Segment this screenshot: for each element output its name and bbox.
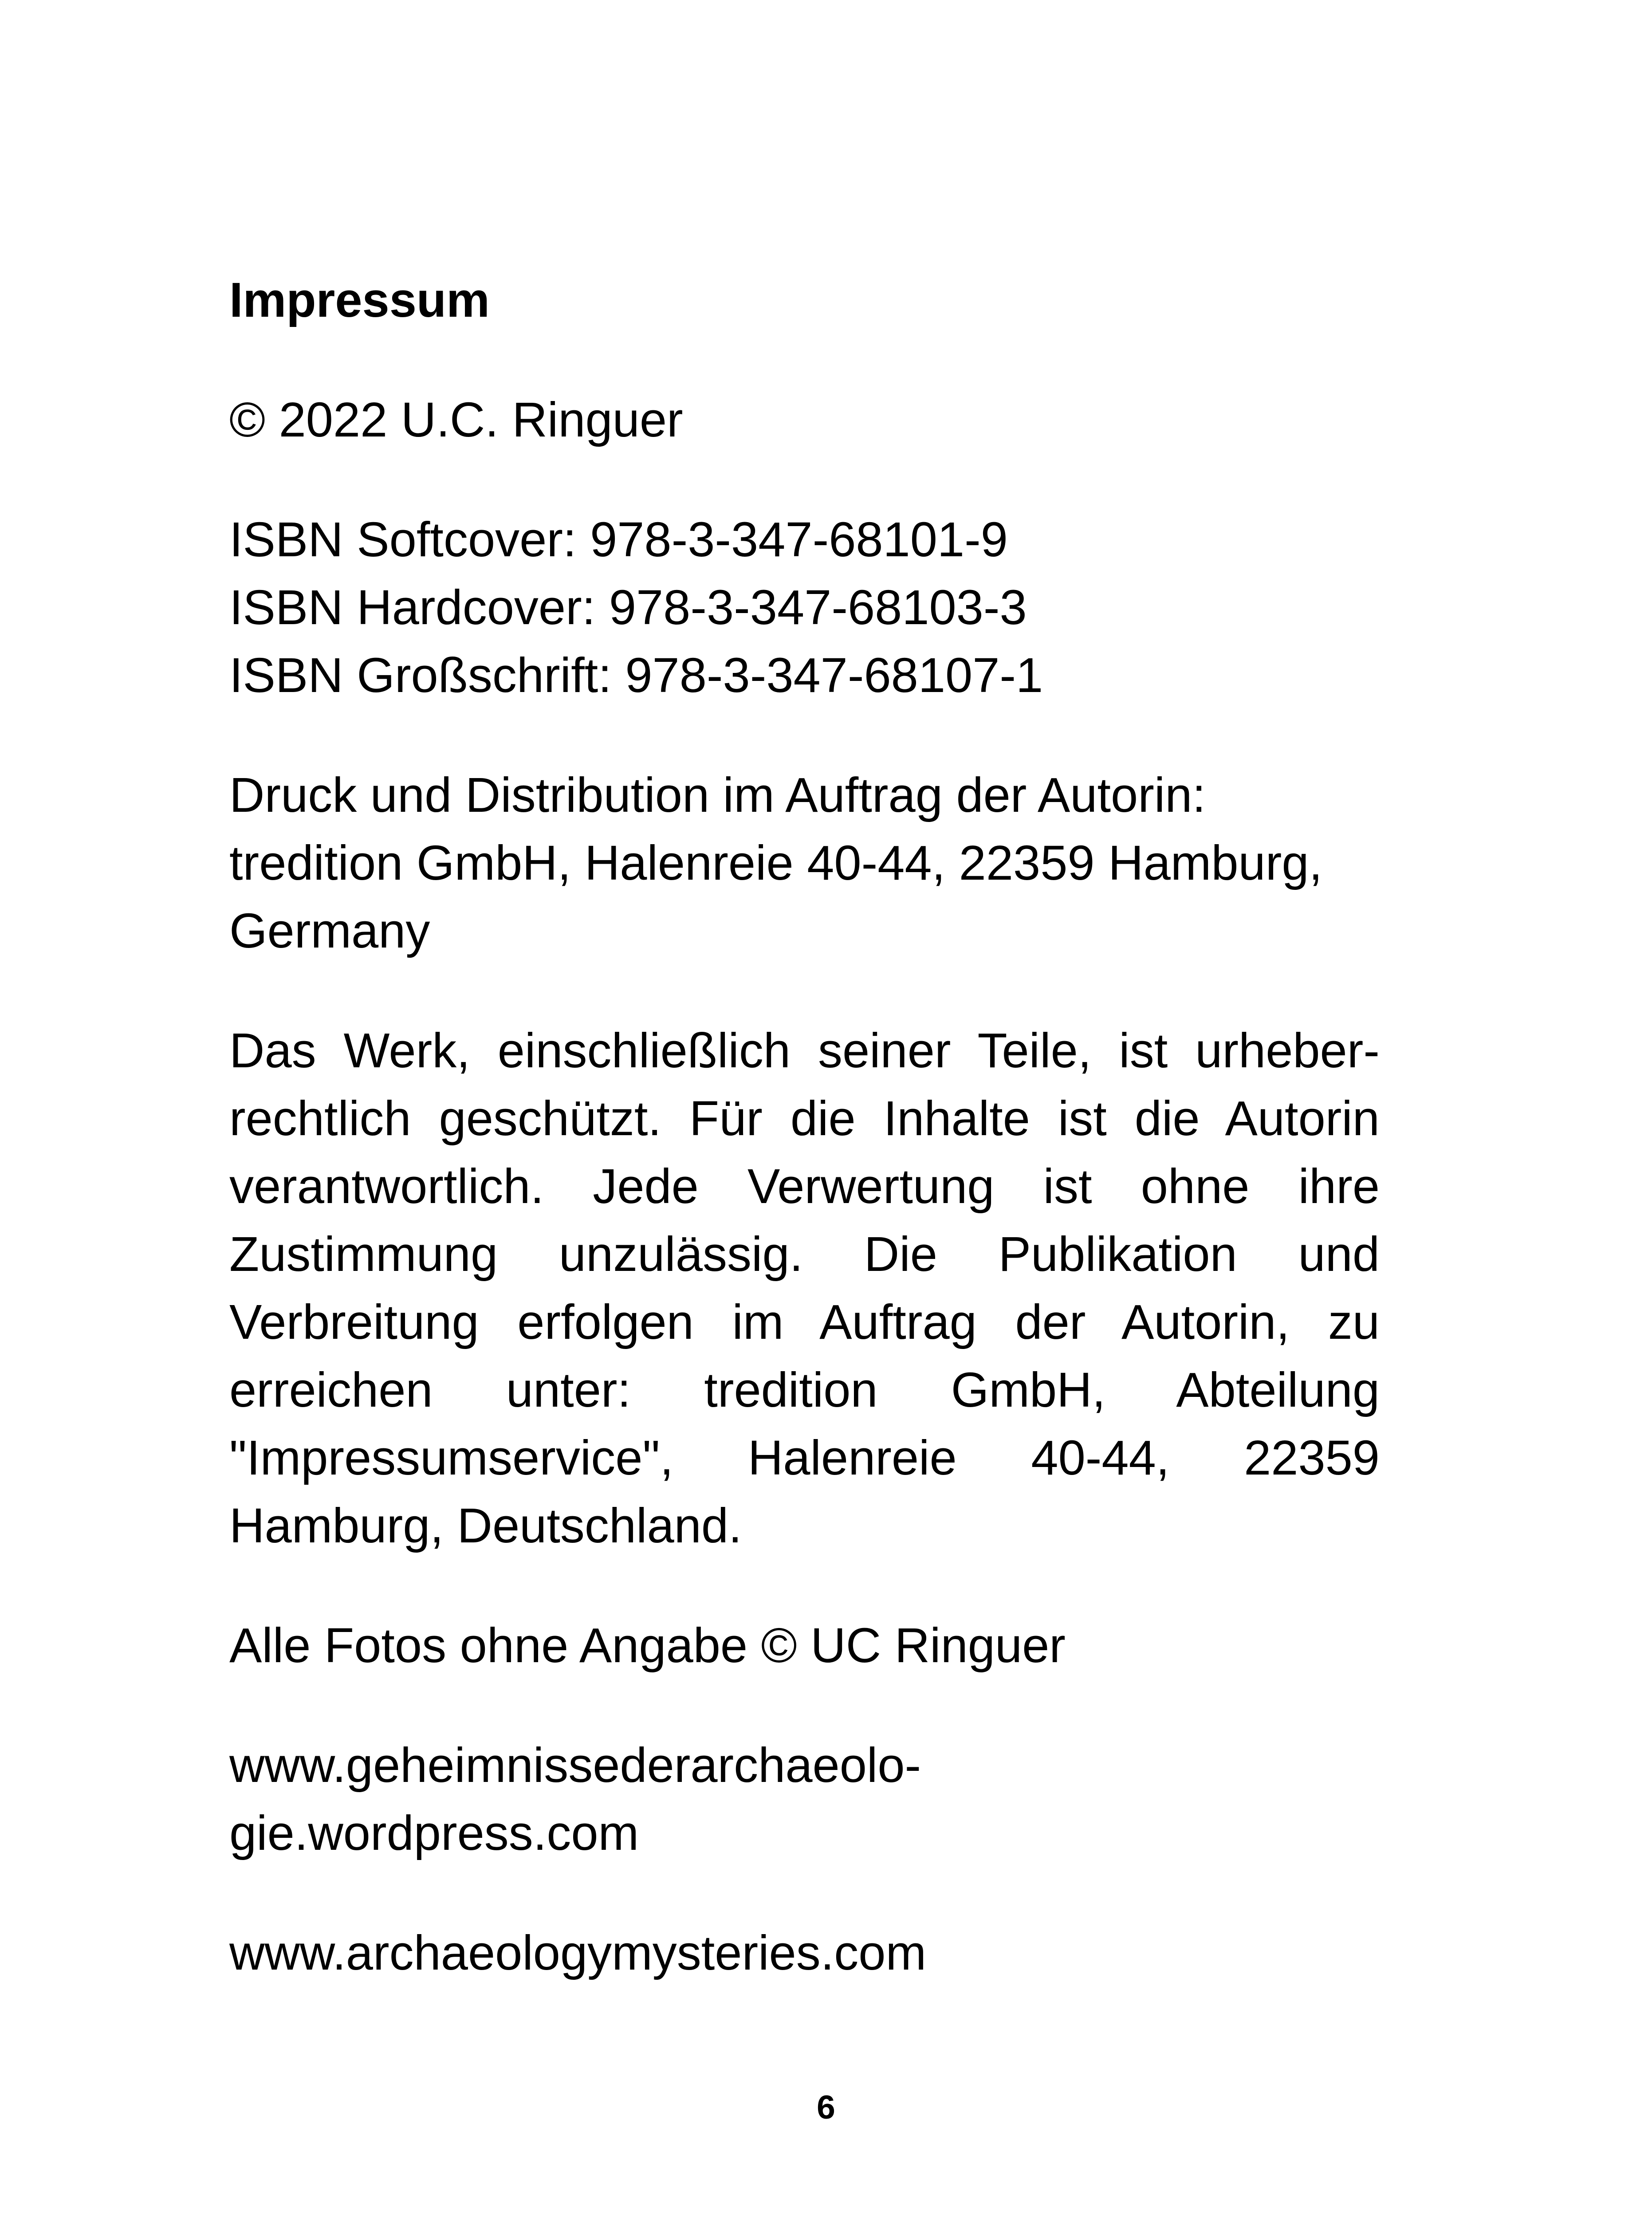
photo-credits: Alle Fotos ohne Angabe © UC Ringuer <box>229 1618 1066 1673</box>
distribution-block <box>229 761 1380 965</box>
page-title: Impressum <box>229 273 490 327</box>
copyright-notice: © 2022 U.C. Ringuer <box>229 393 683 447</box>
distribution-country: Germany <box>229 904 430 958</box>
isbn-large-print: ISBN Großschrift: 978-3-347-68107-1 <box>229 648 1043 703</box>
isbn-softcover: ISBN Softcover: 978-3-347-68101-9 <box>229 512 1008 567</box>
isbn-hardcover: ISBN Hardcover: 978-3-347-68103-3 <box>229 580 1027 635</box>
website-url-part-1[interactable]: www.geheimnissederarchaeolo- <box>229 1738 921 1793</box>
isbn-block <box>229 506 1380 709</box>
website-url-2[interactable]: www.archaeologymysteries.com <box>229 1926 927 1980</box>
website-block-1 <box>229 1731 1380 1867</box>
website-url-part-2[interactable]: gie.wordpress.com <box>229 1806 639 1860</box>
page-number: 6 <box>817 2088 835 2126</box>
legal-notice: Das Werk, einschließlich seiner Teile, ist urheberrechtlich geschützt. Für die Inhalte ist die Autorin verantwortlich. Jede Verwertung ist ohne ihre Zustimmung unzulässig. Die Publikation und Verbreitung erfolgen im Auftrag der Autorin, zu erreichen unter: tredition GmbH, Abteilung "Impressumservice", Halenreie 40-44, 22359 Hamburg, Deutschland. <box>229 1023 1380 1553</box>
distribution-address: tredition GmbH, Halenreie 40-44, 22359 Hamburg, <box>229 836 1323 890</box>
imprint-content <box>229 266 1380 2039</box>
distribution-line: Druck und Distribution im Auftrag der Autorin: <box>229 768 1206 822</box>
